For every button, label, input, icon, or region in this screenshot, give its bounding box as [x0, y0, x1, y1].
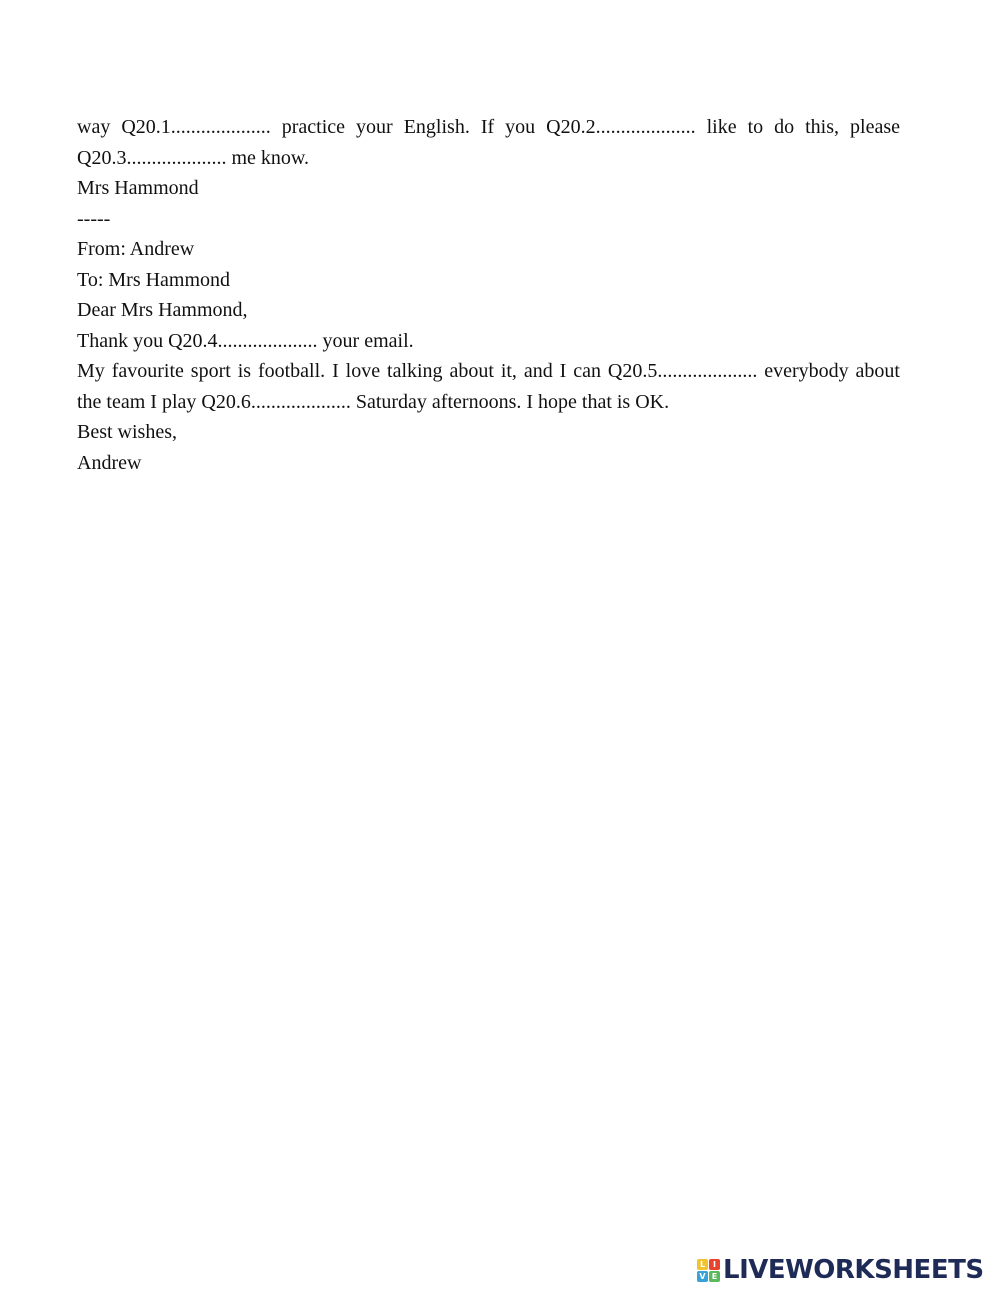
signature-andrew: Andrew	[77, 451, 142, 474]
email-closing: Best wishes,	[77, 421, 177, 443]
liveworksheets-logo	[697, 1255, 984, 1285]
liveworksheets-logo-text: LIVEWORKSHEETS	[723, 1255, 984, 1285]
liveworksheets-logo-icon	[697, 1259, 720, 1282]
text-line-thank-you: Thank you Q20.4.................... your email.	[77, 329, 414, 352]
email-to: To: Mrs Hammond	[77, 268, 231, 291]
signature-mrs-hammond: Mrs Hammond	[77, 177, 199, 199]
text-line-1: way Q20.1.................... practice your English. If you Q20.2.................... like to do this, please	[77, 116, 900, 138]
logo-mark-cell: V	[697, 1271, 708, 1282]
logo-mark-cell: L	[697, 1259, 708, 1270]
logo-mark-cell: E	[709, 1271, 720, 1282]
text-line-2: Q20.3.................... me know.	[77, 146, 310, 169]
separator-line: -----	[77, 207, 111, 230]
logo-mark-cell: I	[709, 1259, 720, 1270]
email-greeting: Dear Mrs Hammond,	[77, 299, 248, 321]
text-line-team: the team I play Q20.6.................... Saturday afternoons. I hope that is OK.	[77, 390, 670, 413]
text-line-favourite-sport: My favourite sport is football. I love talking about it, and I can Q20.5.................... everybody about	[77, 360, 900, 382]
email-from: From: Andrew	[77, 238, 195, 260]
worksheet-text	[77, 112, 900, 478]
